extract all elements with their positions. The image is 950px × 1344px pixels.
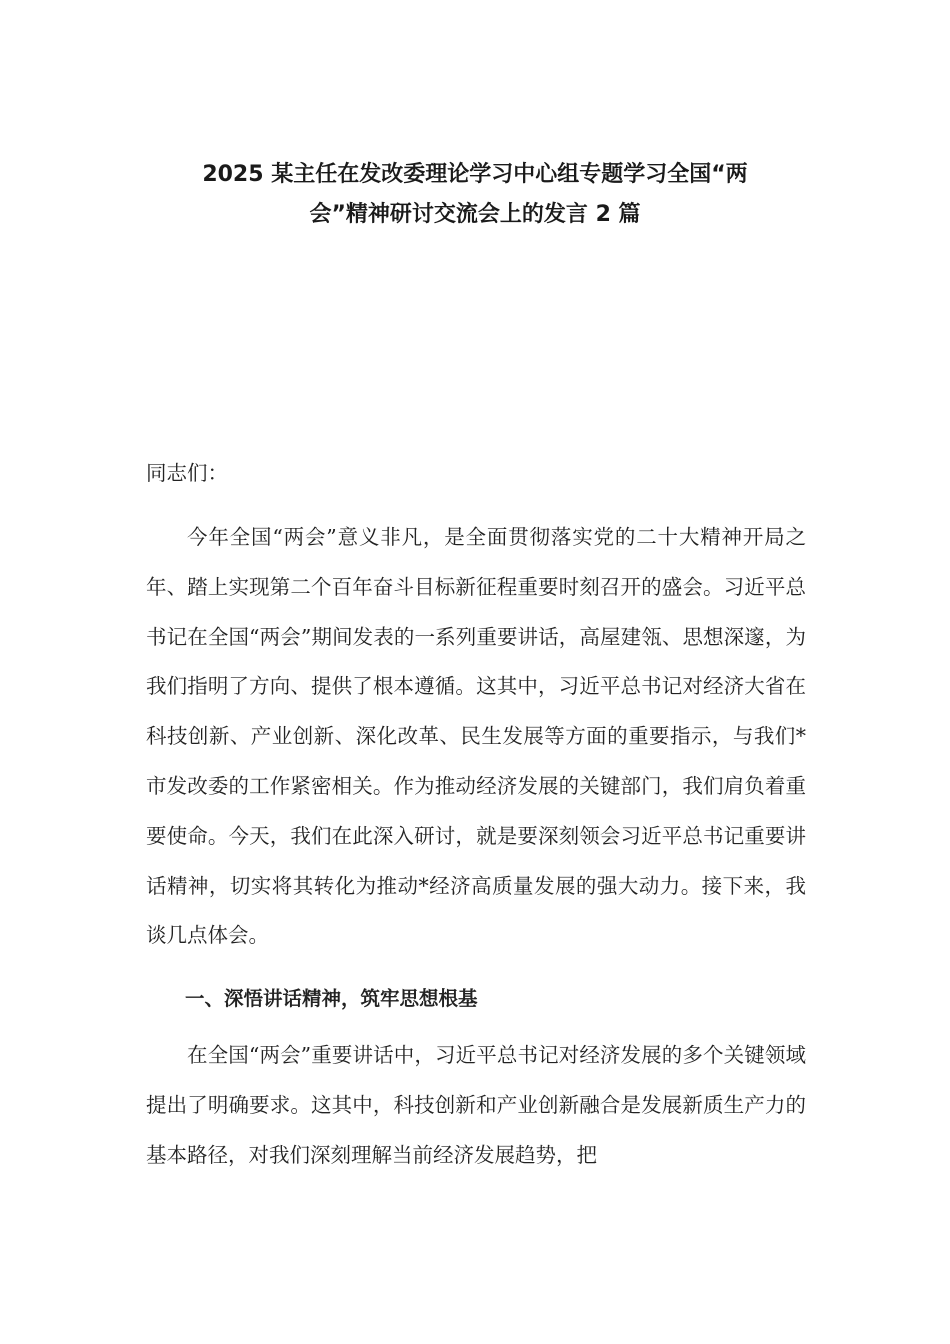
- document-title-line-2: 会”精神研讨交流会上的发言 2 篇: [309, 202, 641, 227]
- document-title-line-1: 2025 某主任在发改委理论学习中心组专题学习全国“两: [202, 162, 748, 187]
- paragraph-intro: 今年全国“两会”意义非凡，是全面贯彻落实党的二十大精神开局之年、踏上实现第二个百年奋斗目标新征程重要时刻召开的盛会。习近平总书记在全国“两会”期间发表的一系列重要讲话，高屋建瓴、思想深邃，为我们指明了方向、提供了根本遵循。这其中，习近平总书记对经济大省在科技创新、产业创新、深化改革、民生发展等方面的重要指示，与我们*市发改委的工作紧密相关。作为推动经济发展的关键部门，我们肩负着重要使命。今天，我们在此深入研讨，就是要深刻领会习近平总书记重要讲话精神，切实将其转化为推动*经济高质量发展的强大动力。接下来，我谈几点体会。: [146, 525, 806, 948]
- document-title: [140, 155, 810, 235]
- section-heading-1: 一、深悟讲话精神，筑牢思想根基: [185, 987, 478, 1011]
- document-body: [146, 455, 806, 1181]
- greeting: 同志们：: [146, 461, 228, 485]
- paragraph-section-1: 在全国“两会”重要讲话中，习近平总书记对经济发展的多个关键领域提出了明确要求。这其中，科技创新和产业创新融合是发展新质生产力的基本路径，对我们深刻理解当前经济发展趋势，把: [146, 1043, 806, 1167]
